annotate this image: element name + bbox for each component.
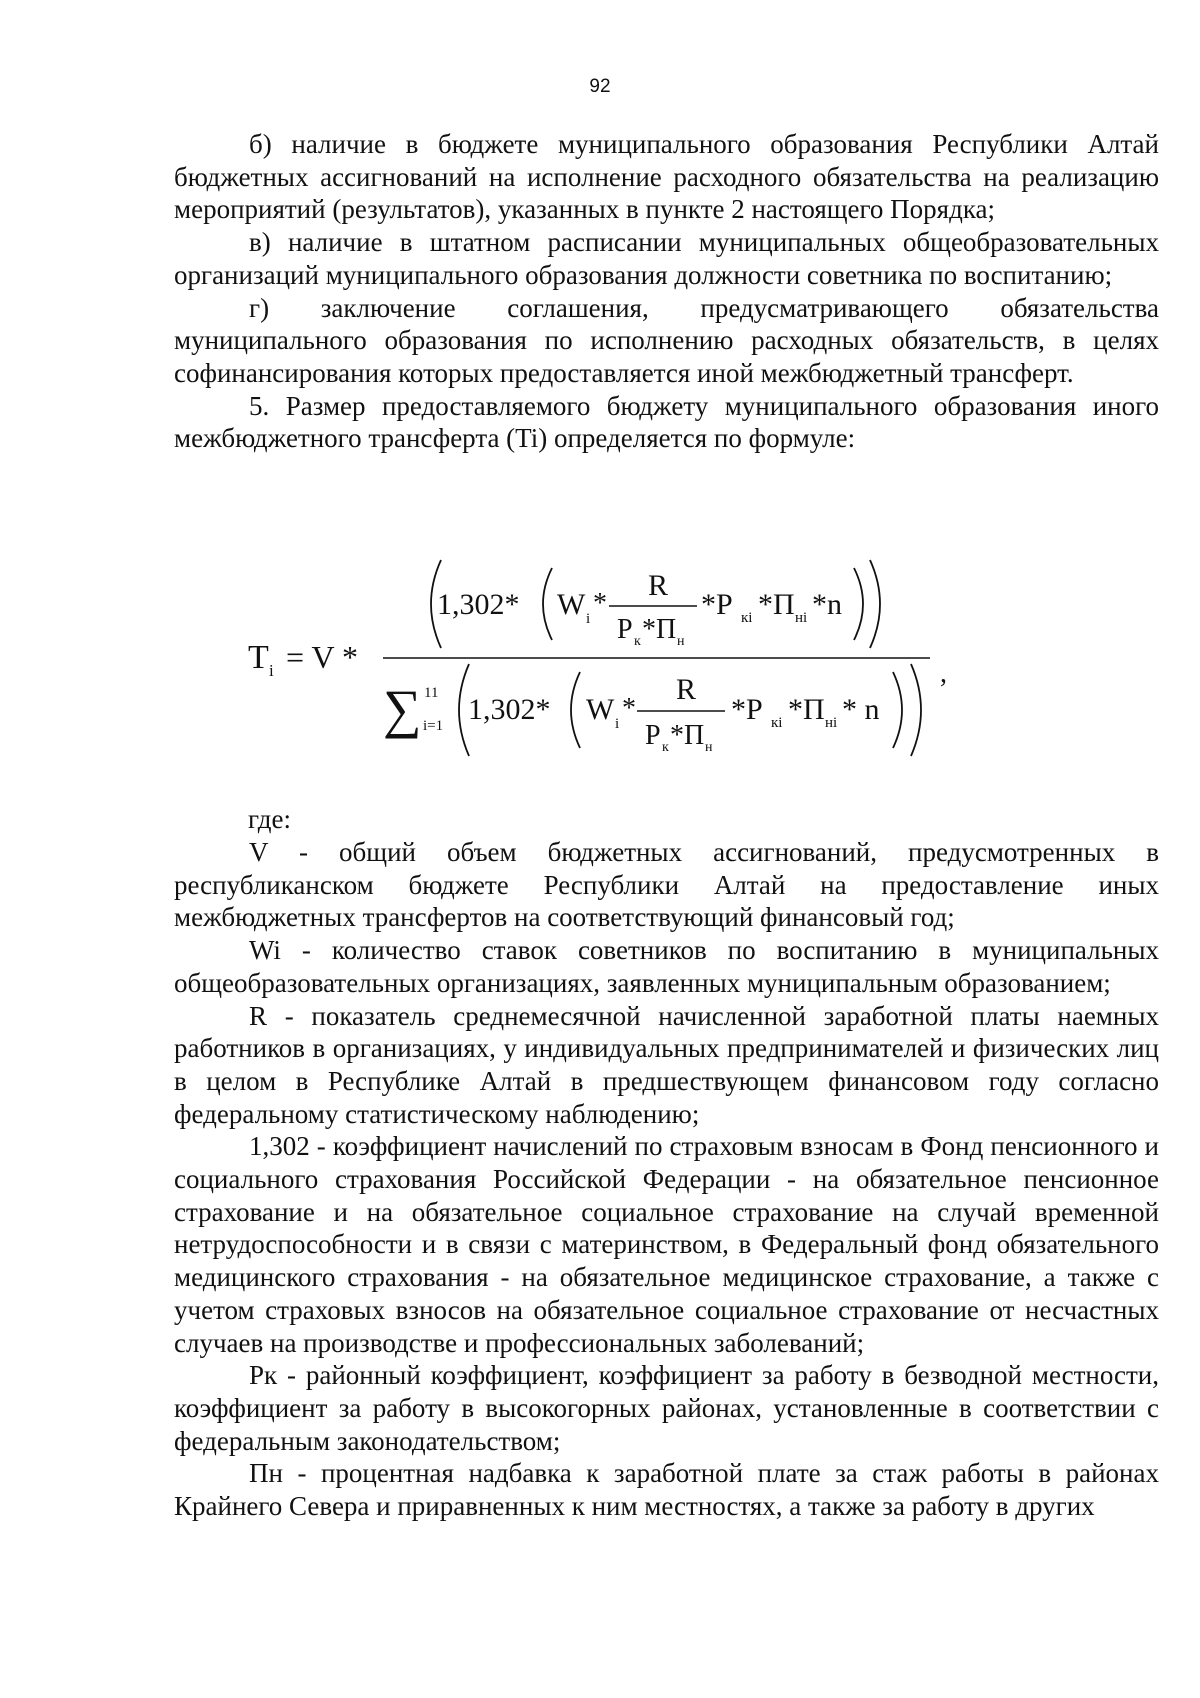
numerator-pki: *Р — [701, 588, 733, 621]
denominator-w: W — [586, 693, 615, 726]
paragraph-condition-g: г) заключение соглашения, предусматривающего обязательства муниципального образования по исполнению расходных обязательств, в целях софинансирования которых предоставляется иной межбюджетный трансферт. — [174, 292, 1159, 388]
where-label: где: — [248, 804, 291, 834]
denominator-n: * n — [842, 693, 880, 726]
numerator-star: * — [593, 588, 607, 619]
numerator-inner-paren-right — [854, 568, 863, 640]
denominator-pk: Р — [645, 720, 661, 751]
denominator-pni: *П — [788, 693, 825, 726]
denominator-pn: П — [684, 720, 705, 751]
denominator-r: R — [676, 673, 697, 706]
denominator-pk-subscript: к — [662, 740, 669, 755]
denominator-inner-paren-left — [571, 672, 580, 748]
numerator-pn-star: * — [642, 614, 656, 645]
numerator-pn-subscript: н — [677, 634, 685, 649]
paragraph-formula-intro: 5. Размер предоставляемого бюджету муниципального образования иного межбюджетного трансферта (Ti) определяется по формуле: — [174, 390, 1159, 454]
definition-r: R - показатель среднемесячной начисленной заработной платы наемных работников в организациях, у индивидуальных предпринимателей и физических лиц в целом в Республике Алтай в предшествующем финансовом году согласно федеральному статистическому наблюдению; — [174, 1000, 1159, 1129]
denominator-pn-star: * — [670, 720, 684, 751]
formula-lhs-subscript: i — [269, 661, 274, 680]
paragraph-condition-b: б) наличие в бюджете муниципального образования Республики Алтай бюджетных ассигнований на исполнение расходного обязательства на реализацию мероприятий (результатов), указанных в пункте 2 настоящего Порядка; — [174, 129, 1159, 225]
page-number: 92 — [589, 76, 611, 97]
numerator-w: W — [557, 588, 586, 621]
formula-equals-v: = V * — [286, 639, 358, 675]
numerator-pni-subscript: нi — [795, 610, 808, 626]
numerator-coefficient: 1,302* — [437, 588, 520, 621]
numerator-pk: Р — [617, 614, 633, 645]
definition-wi: Wi - количество ставок советников по воспитанию в муниципальных общеобразовательных организациях, заявленных муниципальным образованием; — [174, 935, 1159, 998]
denominator-inner-paren-right — [893, 672, 902, 748]
denominator-w-subscript: i — [615, 716, 620, 732]
paragraph-condition-v: в) наличие в штатном расписании муниципальных общеобразовательных организаций муниципального образования должности советника по воспитанию; — [174, 227, 1159, 290]
denominator-pni-subscript: нi — [825, 715, 838, 731]
transfer-formula — [0, 0, 1200, 800]
numerator-pni: *П — [758, 588, 795, 621]
definition-v: V - общий объем бюджетных ассигнований, предусмотренных в республиканском бюджете Республики Алтай на предоставление иных межбюджетных трансфертов на соответствующий финансовый год; — [174, 837, 1159, 933]
numerator-pki-subscript: кi — [741, 610, 753, 626]
numerator-n: *n — [812, 588, 842, 621]
numerator-r: R — [648, 569, 669, 602]
denominator-outer-paren-right — [911, 664, 921, 756]
formula-lhs: T — [248, 639, 269, 676]
denominator-coefficient: 1,302* — [468, 693, 551, 726]
summation-sigma: ∑ — [383, 679, 422, 739]
numerator-pn: П — [656, 614, 677, 645]
numerator-outer-paren-right — [870, 560, 880, 648]
definition-coefficient: 1,302 - коэффициент начислений по страховым взносам в Фонд пенсионного и социального страхования Российской Федерации - на обязательное пенсионное страхование и на обязательное социальное страхование на случай временной нетрудоспособности и в связи с материнством, в Федеральный фонд обязательного медицинского страхования - на обязательное медицинское страхование, а также с учетом страховых взносов на обязательное социальное страхование от несчастных случаев на производстве и профессиональных заболеваний; — [174, 1131, 1159, 1358]
numerator-w-subscript: i — [586, 611, 591, 627]
numerator-inner-paren-left — [543, 568, 552, 640]
definition-pk: Рк - районный коэффициент, коэффициент за работу в безводной местности, коэффициент за работу в высокогорных районах, установленные в соответствии с федеральным законодательством; — [174, 1360, 1159, 1456]
formula-trailing-comma: , — [940, 658, 947, 689]
summation-upper-limit: 11 — [424, 685, 439, 701]
summation-lower-limit: i=1 — [423, 718, 444, 734]
denominator-pki-subscript: кi — [771, 715, 783, 731]
denominator-pki: *Р — [731, 693, 763, 726]
definitions-block — [174, 836, 1159, 1523]
denominator-pn-subscript: н — [705, 740, 713, 755]
denominator-star: * — [622, 693, 636, 724]
numerator-pk-subscript: к — [634, 634, 641, 649]
definition-pn: Пн - процентная надбавка к заработной плате за стаж работы в районах Крайнего Севера и приравненных к ним местностях, а также за работу в других — [174, 1458, 1159, 1522]
